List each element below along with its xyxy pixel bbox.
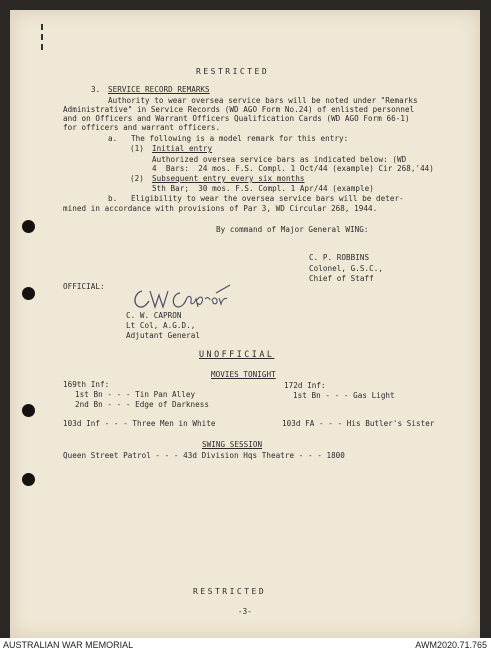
- movie-row: 1st Bn - - - Tin Pan Alley: [75, 390, 196, 399]
- paragraph-line: Eligibility to wear the oversea service bars will be deter-: [131, 194, 404, 203]
- margin-mark: [41, 24, 43, 30]
- item-title: Subsequent entry every six months: [152, 174, 305, 183]
- paragraph-line: mined in accordance with provisions of Par 3, WD Circular 268, 1944.: [63, 204, 378, 213]
- adjutant-name: C. W. CAPRON: [126, 311, 182, 320]
- movies-heading: MOVIES TONIGHT: [211, 370, 276, 379]
- item-line: 5th Bar; 30 mos. F.S. Compl. 1 Apr/44 (example): [152, 184, 374, 193]
- item-number: (2): [130, 174, 144, 183]
- page-number: -3-: [238, 607, 252, 616]
- paragraph-line: Administrative" in Service Records (WD AGO Form No.24) of enlisted personnel: [63, 105, 415, 114]
- punch-hole: [22, 404, 35, 417]
- item-line: 4 Bars: 24 mos. F.S. Compl. 1 Oct/44 (example) Cir 268,'44): [152, 164, 434, 173]
- punch-hole: [22, 220, 35, 233]
- archive-name: AUSTRALIAN WAR MEMORIAL: [3, 640, 134, 650]
- subitem-letter: a.: [108, 134, 118, 143]
- punch-hole: [22, 473, 35, 486]
- chief-rank: Colonel, G.S.C.,: [309, 264, 383, 273]
- section-number: 3.: [91, 85, 101, 94]
- unit-label: 169th Inf:: [63, 380, 110, 389]
- chief-name: C. P. ROBBINS: [309, 253, 370, 262]
- item-number: (1): [130, 144, 144, 153]
- archive-footer: [0, 638, 491, 653]
- command-line: By command of Major General WING:: [216, 225, 369, 234]
- item-title: Initial entry: [152, 144, 213, 153]
- paragraph-line: for officers and warrant officers.: [63, 123, 221, 132]
- restricted-header: RESTRICTED: [196, 67, 270, 76]
- handwritten-signature: [128, 283, 232, 313]
- adjutant-title: Adjutant General: [126, 331, 200, 340]
- punch-hole: [22, 287, 35, 300]
- paragraph-line: Authority to wear oversea service bars will be noted under "Remarks: [108, 96, 418, 105]
- swing-heading: SWING SESSION: [202, 440, 263, 449]
- archive-reference: AWM2020.71.765: [415, 640, 487, 650]
- movie-row: 103d FA - - - His Butler's Sister: [282, 419, 435, 428]
- subitem-letter: b.: [108, 194, 118, 203]
- margin-mark: [41, 34, 43, 40]
- margin-mark: [41, 44, 43, 50]
- restricted-footer: RESTRICTED: [193, 587, 267, 596]
- movie-row: 2nd Bn - - - Edge of Darkness: [75, 400, 210, 409]
- official-label: OFFICIAL:: [63, 282, 105, 291]
- section-title: SERVICE RECORD REMARKS: [108, 85, 210, 94]
- swing-line: Queen Street Patrol - - - 43d Division Hqs Theatre - - - 1800: [63, 451, 345, 460]
- subitem-text: The following is a model remark for this entry:: [131, 134, 349, 143]
- item-line: Authorized oversea service bars as indicated below: (WD: [152, 155, 407, 164]
- adjutant-rank: Lt Col, A.G.D.,: [126, 321, 196, 330]
- chief-title: Chief of Staff: [309, 274, 374, 283]
- unofficial-heading: UNOFFICIAL: [199, 349, 275, 359]
- paragraph-line: and on Officers and Warrant Officers Qualification Cards (WD AGO Form 66-1): [63, 114, 410, 123]
- movie-row: 1st Bn - - - Gas Light: [293, 391, 395, 400]
- unit-label: 172d Inf:: [284, 381, 326, 390]
- movie-row: 103d Inf - - - Three Men in White: [63, 419, 216, 428]
